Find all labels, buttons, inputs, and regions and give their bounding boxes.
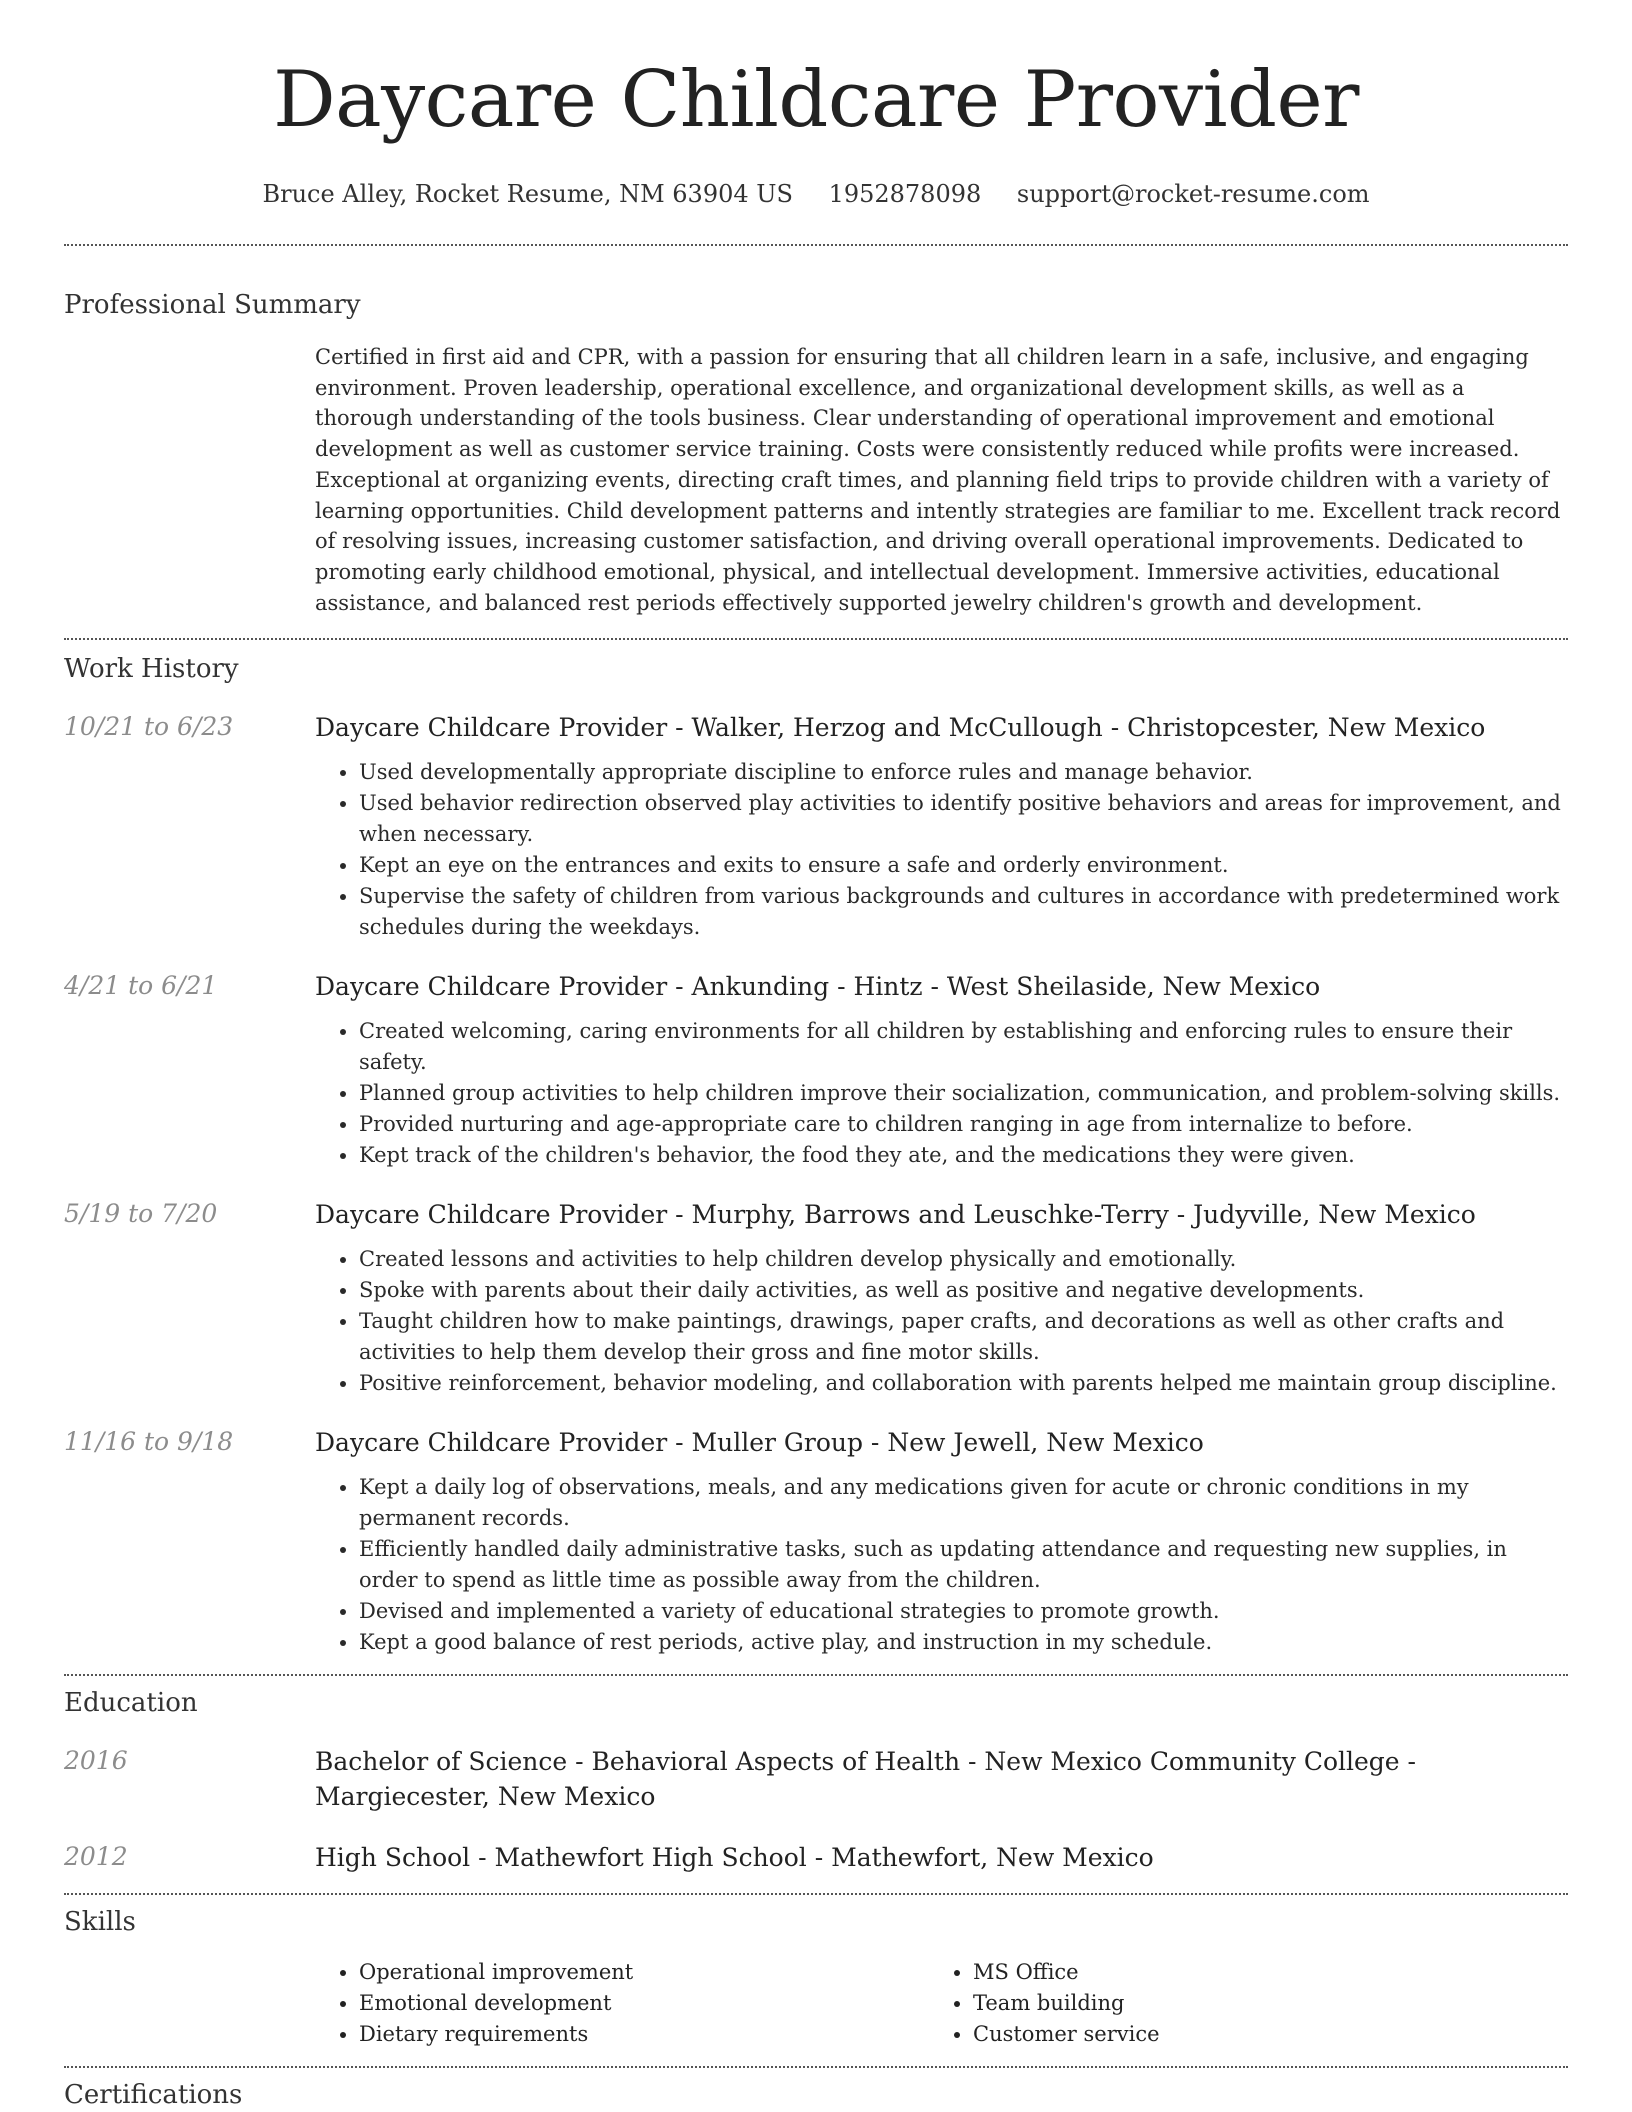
education-detail: Bachelor of Science - Behavioral Aspects of Health - New Mexico Community College - Margiecester, New Mexico — [315, 1747, 1416, 1812]
job-entry — [64, 710, 1568, 943]
job-dates: 5/19 to 7/20 — [64, 1199, 218, 1229]
skill-item: • Customer service — [973, 2019, 1543, 2050]
resume-page — [64, 0, 1568, 2112]
summary-spacer — [64, 342, 315, 618]
skills-list-right — [929, 1957, 1543, 2050]
job-title: Daycare Childcare Provider - Walker, Herzog and McCullough - Christopcester, New Mexico — [315, 713, 1486, 743]
work-history-section — [64, 652, 1568, 1658]
work-history-heading: Work History — [64, 654, 239, 685]
education-year: 2012 — [64, 1842, 128, 1872]
divider — [64, 1674, 1568, 1676]
summary-section — [64, 288, 1568, 618]
job-bullet: • Positive reinforcement, behavior modeling, and collaboration with parents helped me maintain group discipline. — [359, 1368, 1568, 1399]
job-title: Daycare Childcare Provider - Muller Group - New Jewell, New Mexico — [315, 1428, 1204, 1458]
job-bullet: • Used developmentally appropriate discipline to enforce rules and manage behavior. — [359, 757, 1568, 788]
skill-item: • Emotional development — [359, 1988, 929, 2019]
resume-name: Daycare Childcare Provider — [273, 55, 1359, 145]
job-bullet: • Spoke with parents about their daily activities, as well as positive and negative developments. — [359, 1275, 1568, 1306]
job-title: Daycare Childcare Provider - Murphy, Barrows and Leuschke-Terry - Judyville, New Mexico — [315, 1200, 1476, 1230]
job-bullets — [315, 1244, 1568, 1399]
education-section — [64, 1686, 1568, 1875]
education-year: 2016 — [64, 1746, 128, 1776]
job-bullets — [315, 1016, 1568, 1171]
job-bullet: • Kept track of the children's behavior, the food they ate, and the medications they were given. — [359, 1140, 1568, 1171]
skills-columns — [315, 1957, 1568, 2050]
job-entry — [64, 969, 1568, 1171]
job-entry — [64, 1425, 1568, 1658]
skill-item: • Dietary requirements — [359, 2019, 929, 2050]
education-detail: High School - Mathewfort High School - Mathewfort, New Mexico — [315, 1843, 1154, 1873]
job-bullet: • Kept a good balance of rest periods, active play, and instruction in my schedule. — [359, 1627, 1568, 1658]
job-bullet: • Created lessons and activities to help children develop physically and emotionally. — [359, 1244, 1568, 1275]
job-bullet: • Taught children how to make paintings, drawings, paper crafts, and decorations as well as other crafts and activities to help them develop their gross and fine motor skills. — [359, 1306, 1568, 1368]
skill-item: • MS Office — [973, 1957, 1543, 1988]
job-bullets — [315, 1472, 1568, 1658]
skills-heading: Skills — [64, 1907, 136, 1938]
job-bullet: • Kept an eye on the entrances and exits to ensure a safe and orderly environment. — [359, 850, 1568, 881]
skill-item: • Team building — [973, 1988, 1543, 2019]
contact-email: support@rocket-resume.com — [1016, 180, 1370, 208]
job-bullet: • Planned group activities to help children improve their socialization, communication, and problem-solving skills. — [359, 1078, 1568, 1109]
divider — [64, 1893, 1568, 1895]
job-bullet: • Provided nurturing and age-appropriate care to children ranging in age from internalize to before. — [359, 1109, 1568, 1140]
skills-list-left — [315, 1957, 929, 2050]
summary-heading: Professional Summary — [64, 290, 361, 320]
certifications-heading: Certifications — [64, 2080, 243, 2111]
contact-phone: 1952878098 — [828, 180, 982, 208]
skills-section — [64, 1905, 1568, 2050]
contact-address: Bruce Alley, Rocket Resume, NM 63904 US — [262, 180, 793, 208]
job-bullet: • Supervise the safety of children from various backgrounds and cultures in accordance with predetermined work schedules during the weekdays. — [359, 881, 1568, 943]
education-entry — [64, 1840, 1568, 1875]
divider — [64, 244, 1568, 246]
education-entry — [64, 1744, 1568, 1814]
job-dates: 10/21 to 6/23 — [64, 712, 234, 742]
divider — [64, 2066, 1568, 2068]
job-bullet: • Kept a daily log of observations, meals, and any medications given for acute or chronic conditions in my permanent records. — [359, 1472, 1568, 1534]
job-bullet: • Efficiently handled daily administrative tasks, such as updating attendance and requesting new supplies, in order to spend as little time as possible away from the children. — [359, 1534, 1568, 1596]
summary-text: Certified in first aid and CPR, with a passion for ensuring that all children learn in a safe, inclusive, and engaging environment. Proven leadership, operational excellence, and organizational development skills, as well as a thorough understanding of the tools business. Clear understanding of operational improvement and emotional development as well as customer service training. Costs were consistently reduced while profits were increased. Exceptional at organizing events, directing craft times, and planning field trips to provide children with a variety of learning opportunities. Child development patterns and intently strategies are familiar to me. Excellent track record of resolving issues, increasing customer satisfaction, and driving overall operational improvements. Dedicated to promoting early childhood emotional, physical, and intellectual development. Immersive activities, educational assistance, and balanced rest periods effectively supported jewelry children's growth and development. — [315, 345, 1561, 615]
education-heading: Education — [64, 1688, 198, 1719]
job-title: Daycare Childcare Provider - Ankunding - Hintz - West Sheilaside, New Mexico — [315, 972, 1321, 1002]
job-dates: 4/21 to 6/21 — [64, 971, 218, 1001]
job-bullet: • Used behavior redirection observed play activities to identify positive behaviors and areas for improvement, and when necessary. — [359, 788, 1568, 850]
skills-spacer — [64, 1957, 315, 2050]
contact-line — [64, 178, 1568, 210]
divider — [64, 638, 1568, 640]
job-bullets — [315, 757, 1568, 943]
job-entry — [64, 1197, 1568, 1399]
job-bullet: • Devised and implemented a variety of educational strategies to promote growth. — [359, 1596, 1568, 1627]
job-bullet: • Created welcoming, caring environments for all children by establishing and enforcing rules to ensure their safety. — [359, 1016, 1568, 1078]
job-dates: 11/16 to 9/18 — [64, 1427, 234, 1457]
skill-item: • Operational improvement — [359, 1957, 929, 1988]
